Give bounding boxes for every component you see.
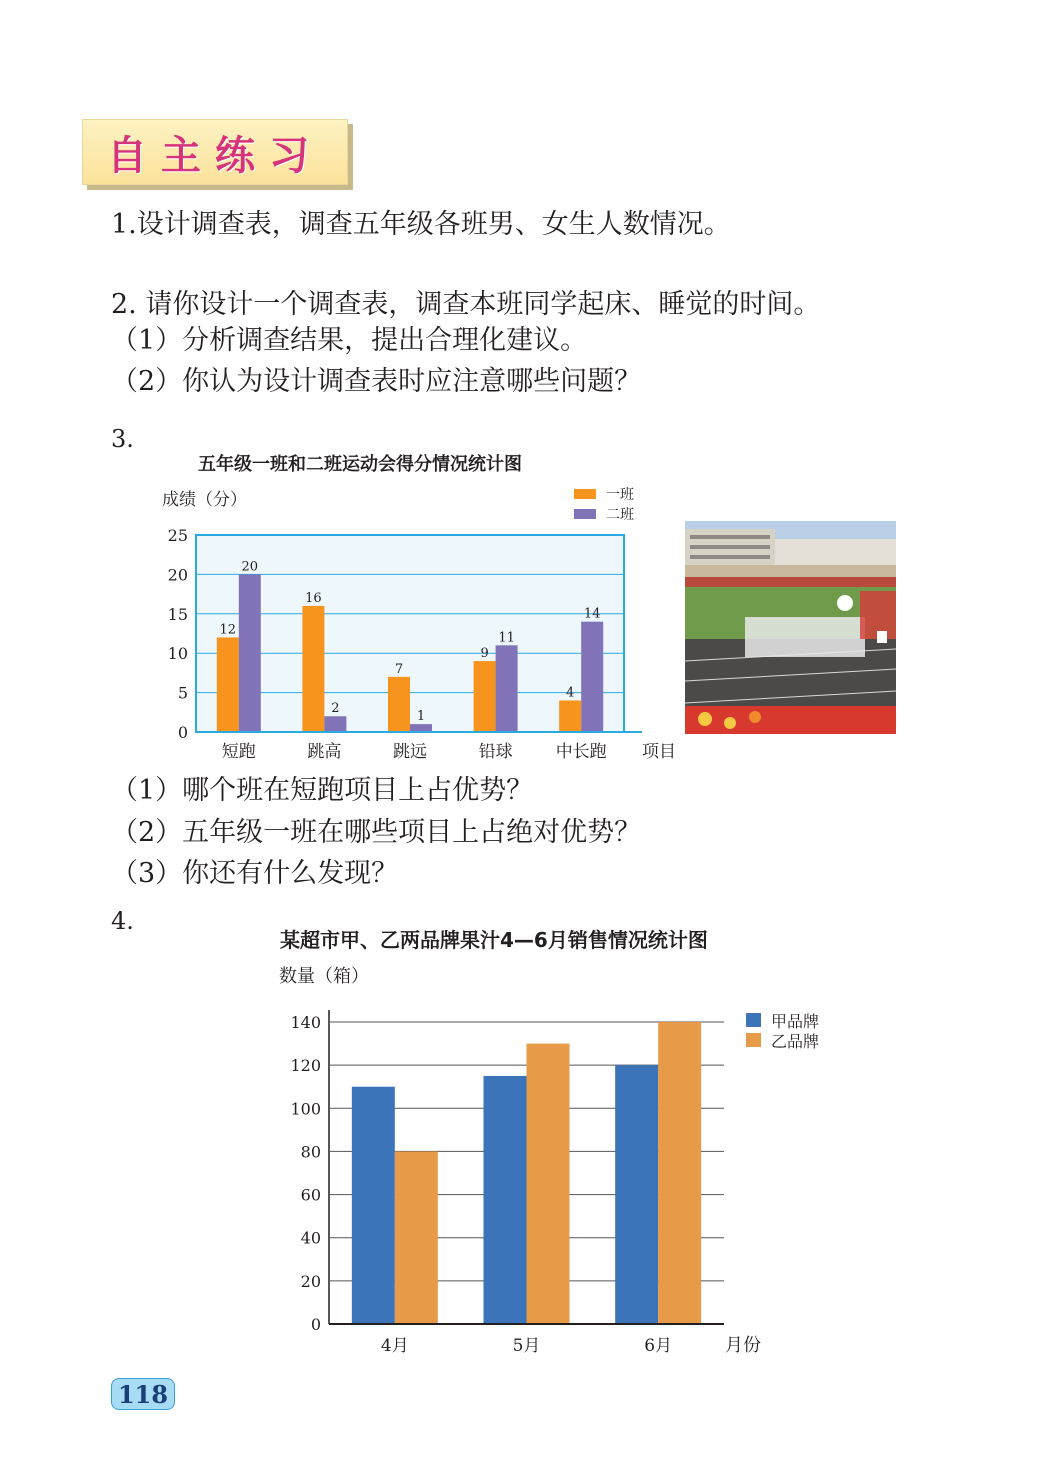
question-1-text: 设计调查表，调查五年级各班男、女生人数情况。 [136,209,731,240]
bar-series-2 [410,724,432,732]
y-tick-label: 40 [300,1228,321,1248]
legend-swatch [746,1033,761,1047]
x-category-label: 4月 [380,1336,409,1356]
question-3-number: 3. [111,425,134,453]
legend-label: 乙品牌 [771,1032,820,1051]
legend-swatch [574,509,596,519]
y-tick-label: 0 [310,1315,321,1334]
page-number: 118 [111,1378,175,1410]
sports-meet-illustration [685,521,896,734]
data-label: 1 [416,709,426,725]
bar-series-2 [395,1151,438,1324]
y-tick-label: 0 [177,723,188,742]
x-axis-title: 项目 [642,742,676,762]
x-axis-title: 月份 [725,1335,761,1356]
x-category-label: 跳远 [393,742,427,762]
x-category-label: 5月 [512,1336,541,1356]
bar-series-1 [388,677,410,732]
bar-series-1 [217,637,239,732]
y-tick-label: 140 [290,1013,321,1032]
section-heading [82,119,348,185]
y-axis-title: 数量（箱） [279,966,369,987]
question-1 [111,202,731,241]
y-tick-label: 20 [167,565,188,585]
chart-2-title: 某超市甲、乙两品牌果汁4—6月销售情况统计图 [280,928,708,952]
question-2-sub-1: （1）分析调查结果，提出合理化建议。 [111,325,588,356]
question-2-sub-2: （2）你认为设计调查表时应注意哪些问题？ [111,366,642,397]
y-tick-label: 120 [290,1056,321,1076]
legend-swatch [574,489,596,499]
data-label: 11 [498,630,515,646]
y-tick-label: 20 [300,1271,321,1291]
bar-series-2 [581,622,603,732]
y-axis-title: 成绩（分） [162,490,247,510]
data-label: 20 [241,559,259,575]
question-3-sub-2: （2）五年级一班在哪些项目上占绝对优势？ [111,817,642,848]
y-tick-label: 25 [167,526,188,545]
bar-series-1 [302,606,324,732]
bar-series-2 [239,574,261,732]
section-title: 自主练习 [107,132,323,179]
chart-1 [150,480,690,770]
legend-label: 甲品牌 [771,1012,820,1031]
bar-series-1 [474,661,496,732]
data-label: 2 [331,701,340,717]
legend-label: 二班 [606,507,634,523]
x-category-label: 铅球 [478,742,513,762]
data-label: 4 [566,685,575,701]
y-tick-label: 10 [167,644,188,664]
question-3-sub-3: （3）你还有什么发现？ [111,858,399,889]
x-category-label: 中长跑 [555,742,607,762]
data-label: 14 [583,606,601,622]
x-category-label: 跳高 [307,742,342,762]
bar-series-1 [484,1076,527,1324]
y-tick-label: 60 [300,1185,321,1205]
question-4-number: 4. [111,907,134,935]
bar-series-2 [658,1022,701,1324]
y-tick-label: 80 [300,1142,321,1162]
question-2 [111,282,820,321]
y-tick-label: 5 [177,683,188,703]
bar-series-1 [615,1065,658,1324]
chart-2 [270,955,850,1365]
question-1-number: 1. [111,209,137,240]
data-label: 9 [480,646,489,662]
data-label: 7 [394,661,404,677]
bar-series-2 [527,1044,570,1324]
bar-series-1 [352,1087,395,1324]
question-3-sub-1: （1）哪个班在短跑项目上占优势？ [111,775,534,806]
sports-meet-photo [685,521,896,734]
question-2-number: 2. [111,289,137,320]
data-label: 12 [219,622,237,638]
y-tick-label: 15 [167,604,188,624]
chart-1-title: 五年级一班和二班运动会得分情况统计图 [198,454,522,475]
legend-label: 一班 [606,487,634,503]
x-category-label: 6月 [644,1336,673,1356]
x-category-label: 短跑 [221,742,256,762]
bar-series-1 [559,700,581,732]
legend-swatch [746,1013,761,1027]
question-2-text: 请你设计一个调查表，调查本班同学起床、睡觉的时间。 [145,289,821,320]
data-label: 16 [305,590,322,606]
bar-series-2 [324,716,346,732]
y-tick-label: 100 [290,1099,321,1119]
bar-series-2 [496,645,518,732]
